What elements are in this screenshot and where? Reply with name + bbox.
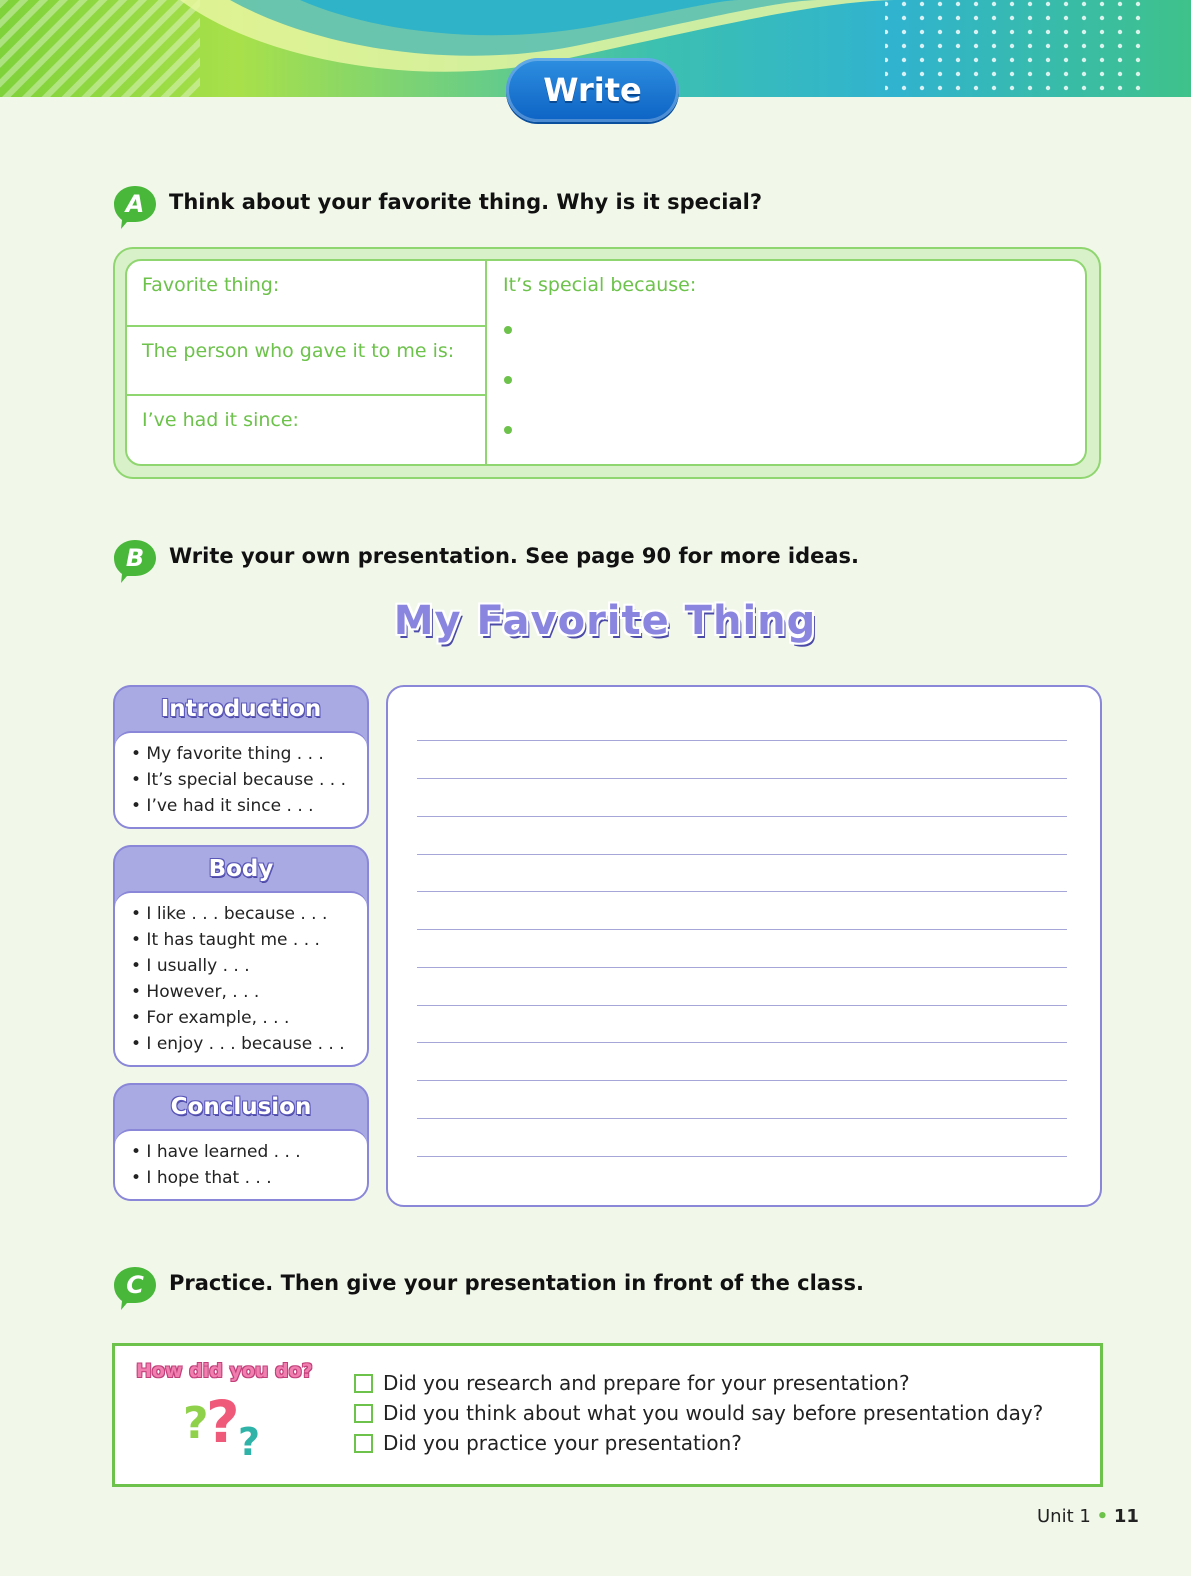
bullet-point (504, 376, 512, 384)
list-item: • I hope that . . . (131, 1168, 272, 1188)
table-row-divider (125, 325, 487, 327)
writing-line (417, 1080, 1067, 1081)
section-b-instruction: Write your own presentation. See page 90 for more ideas. (169, 544, 860, 568)
presentation-title: My Favorite Thing (393, 598, 817, 644)
checklist-text: Did you think about what you would say before presentation day? (383, 1401, 1044, 1425)
list-item: • I usually . . . (131, 956, 250, 976)
introduction-box (113, 685, 369, 829)
section-a-letter: A (125, 190, 145, 218)
writing-line (417, 816, 1067, 817)
section-c-badge (113, 1265, 159, 1311)
list-item: • I’ve had it since . . . (131, 796, 314, 816)
writing-line (417, 1005, 1067, 1006)
introduction-heading: Introduction (160, 696, 322, 722)
writing-line (417, 778, 1067, 779)
page-title: Write (506, 58, 679, 122)
checkbox[interactable] (354, 1404, 373, 1423)
question-mark-icon: ? (206, 1388, 240, 1456)
separator-dot: • (1096, 1506, 1109, 1527)
section-a-badge (113, 184, 159, 230)
list-item: • I have learned . . . (131, 1142, 301, 1162)
section-a-instruction: Think about your favorite thing. Why is it special? (169, 190, 763, 214)
writing-line (417, 854, 1067, 855)
section-c-instruction: Practice. Then give your presentation in front of the class. (169, 1271, 864, 1295)
list-item: • It has taught me . . . (131, 930, 320, 950)
list-item: • I enjoy . . . because . . . (131, 1034, 345, 1054)
list-item: • It’s special because . . . (131, 770, 347, 790)
table-row-divider (125, 394, 487, 396)
since-field[interactable]: I’ve had it since: (142, 409, 299, 431)
checklist-item (354, 1431, 742, 1455)
page-footer (1037, 1506, 1139, 1527)
checkbox[interactable] (354, 1434, 373, 1453)
checklist-text: Did you practice your presentation? (383, 1431, 742, 1455)
list-item: • However, . . . (131, 982, 260, 1002)
body-heading: Body (208, 856, 274, 882)
list-item: • I like . . . because . . . (131, 904, 328, 924)
checklist-text: Did you research and prepare for your presentation? (383, 1371, 910, 1395)
section-b-letter: B (125, 544, 145, 572)
list-item: • For example, . . . (131, 1008, 290, 1028)
introduction-list (115, 731, 367, 827)
body-box (113, 845, 369, 1067)
favorite-thing-field[interactable]: Favorite thing: (142, 274, 280, 296)
bullet-point (504, 426, 512, 434)
question-mark-icon: ? (238, 1420, 261, 1464)
special-because-field[interactable]: It’s special because: (503, 274, 697, 296)
writing-line (417, 740, 1067, 741)
conclusion-heading: Conclusion (170, 1094, 312, 1120)
body-list (115, 891, 367, 1065)
presentation-writing-area[interactable] (386, 685, 1102, 1207)
writing-line (417, 891, 1067, 892)
conclusion-box (113, 1083, 369, 1201)
page-number: 11 (1113, 1506, 1139, 1527)
checklist-item (354, 1401, 1043, 1425)
question-mark-icon: ? (183, 1398, 209, 1449)
writing-line (417, 929, 1067, 930)
bullet-point (504, 326, 512, 334)
writing-line (417, 967, 1067, 968)
section-c-letter: C (126, 1271, 144, 1299)
conclusion-list (115, 1129, 367, 1199)
checklist-item (354, 1371, 910, 1395)
table-column-divider (485, 259, 487, 465)
checkbox[interactable] (354, 1374, 373, 1393)
list-item: • My favorite thing . . . (131, 744, 324, 764)
writing-line (417, 1156, 1067, 1157)
writing-line (417, 1042, 1067, 1043)
unit-label: Unit 1 (1037, 1506, 1091, 1527)
writing-line (417, 1118, 1067, 1119)
section-b-badge (113, 538, 159, 584)
self-evaluation-title: How did you do? (136, 1360, 313, 1382)
person-field[interactable]: The person who gave it to me is: (142, 340, 455, 362)
